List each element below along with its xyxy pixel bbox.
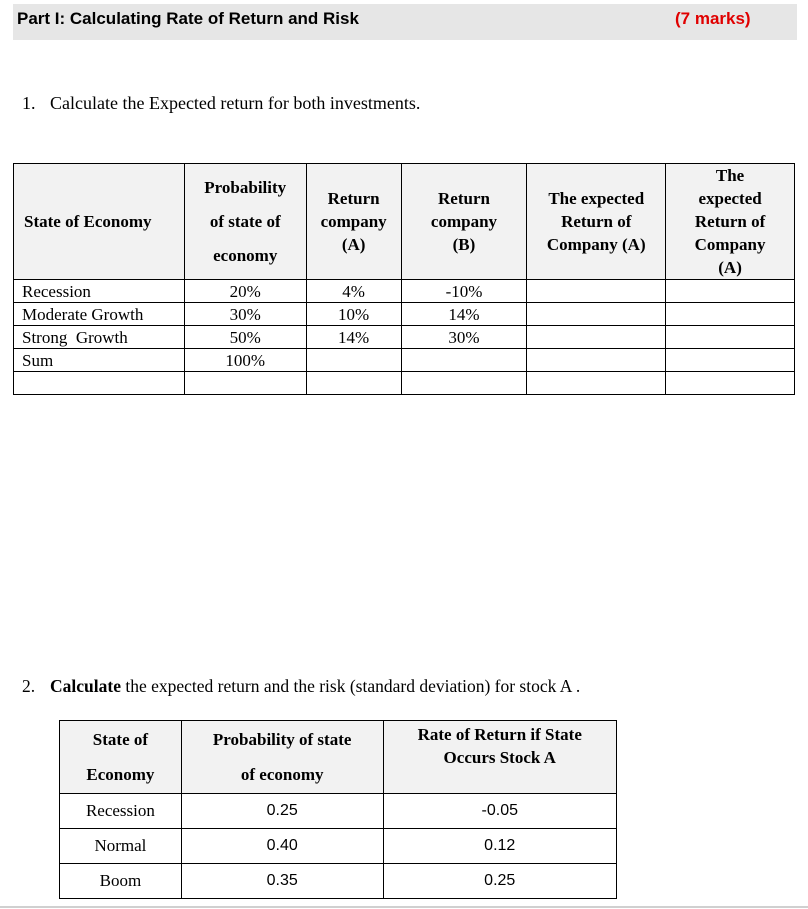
expected-a-cell (527, 280, 666, 303)
header-rate-of-return: Rate of Return if State Occurs Stock A (383, 721, 617, 794)
question-2 (22, 676, 580, 697)
table-row (14, 280, 795, 303)
header-expected-return-a: The expected Return of Company (A) (527, 164, 666, 280)
expected-a2-cell (666, 326, 795, 349)
probability-cell: 50% (184, 326, 306, 349)
state-cell: Boom (60, 864, 182, 899)
table-row (60, 829, 617, 864)
header-state-of-economy: State of Economy (14, 164, 185, 280)
state-cell: Recession (60, 794, 182, 829)
section-title: Part I: Calculating Rate of Return and Risk (17, 9, 359, 28)
section-header (13, 4, 797, 40)
question-1 (22, 93, 420, 114)
table-row (14, 349, 795, 372)
rate-cell: 0.12 (383, 829, 617, 864)
probability-cell: 100% (184, 349, 306, 372)
return-b-cell: 30% (401, 326, 527, 349)
state-cell (14, 372, 185, 395)
expected-a-cell (527, 349, 666, 372)
state-cell: Strong Growth (14, 326, 185, 349)
return-b-cell (401, 349, 527, 372)
table-row (14, 372, 795, 395)
expected-a-cell (527, 372, 666, 395)
question-1-text: Calculate the Expected return for both investments. (50, 93, 421, 113)
return-a-cell (306, 349, 401, 372)
header-state-of-economy: State of Economy (60, 721, 182, 794)
stock-a-table (59, 720, 617, 899)
page-bottom-rule (0, 906, 808, 908)
probability-cell (184, 372, 306, 395)
probability-cell: 0.35 (181, 864, 383, 899)
probability-cell: 20% (184, 280, 306, 303)
rate-cell: -0.05 (383, 794, 617, 829)
state-cell: Recession (14, 280, 185, 303)
expected-a-cell (527, 303, 666, 326)
state-cell: Sum (14, 349, 185, 372)
expected-a2-cell (666, 280, 795, 303)
expected-a2-cell (666, 349, 795, 372)
table-header-row (60, 721, 617, 794)
expected-a2-cell (666, 303, 795, 326)
question-2-number: 2. (22, 676, 36, 696)
table-row (60, 864, 617, 899)
header-return-company-a: Return company (A) (306, 164, 401, 280)
rate-cell: 0.25 (383, 864, 617, 899)
expected-a2-cell (666, 372, 795, 395)
return-a-cell: 4% (306, 280, 401, 303)
table-header-row (14, 164, 795, 280)
return-a-cell: 10% (306, 303, 401, 326)
probability-cell: 0.25 (181, 794, 383, 829)
marks-label: (7 marks) (675, 9, 751, 28)
return-b-cell (401, 372, 527, 395)
question-1-number: 1. (22, 93, 36, 113)
return-a-cell: 14% (306, 326, 401, 349)
table-row (14, 326, 795, 349)
table-row (60, 794, 617, 829)
state-cell: Normal (60, 829, 182, 864)
state-cell: Moderate Growth (14, 303, 185, 326)
question-2-text: the expected return and the risk (standard deviation) for stock A . (120, 676, 581, 696)
expected-return-table (13, 163, 795, 395)
question-2-bold-text: Calculate (50, 676, 121, 696)
probability-cell: 30% (184, 303, 306, 326)
header-probability: Probability of state of economy (181, 721, 383, 794)
header-expected-return-a-2: The expected Return of Company (A) (666, 164, 795, 280)
probability-cell: 0.40 (181, 829, 383, 864)
header-return-company-b: Return company (B) (401, 164, 527, 280)
return-b-cell: 14% (401, 303, 527, 326)
return-a-cell (306, 372, 401, 395)
expected-a-cell (527, 326, 666, 349)
header-probability: Probability of state of economy (184, 164, 306, 280)
table-row (14, 303, 795, 326)
return-b-cell: -10% (401, 280, 527, 303)
